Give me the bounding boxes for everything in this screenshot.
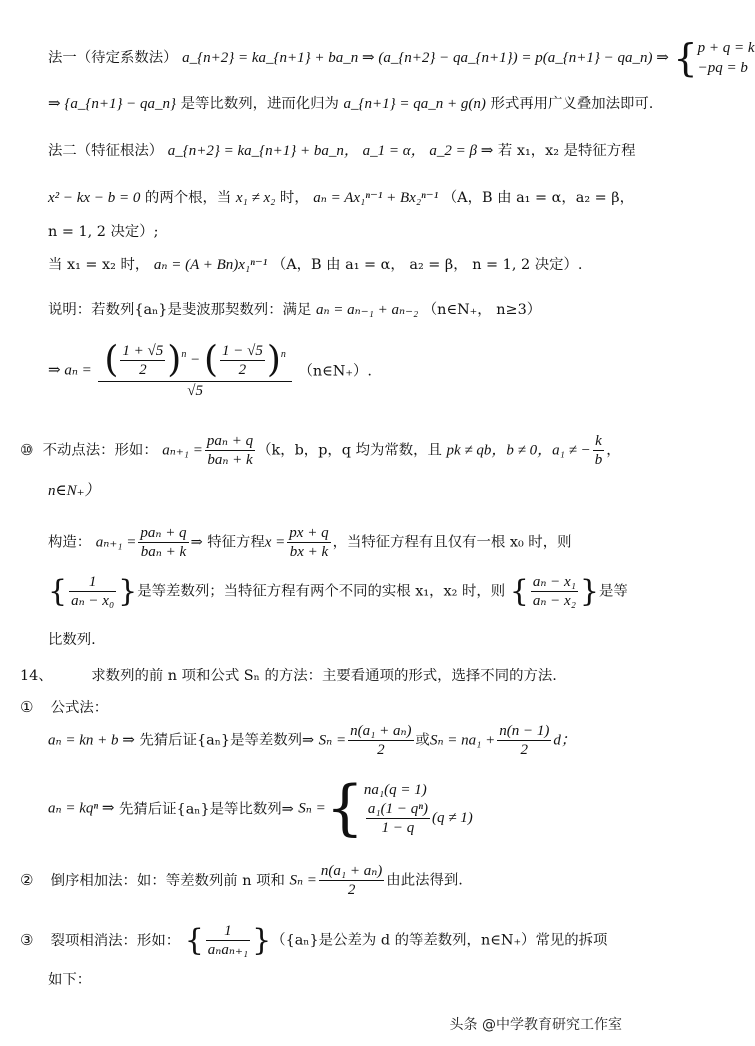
- geo-case-den: 1 − q: [381, 819, 415, 836]
- line-geo-seq: [48, 630, 688, 650]
- reverse-add-text-2: 由此法得到.: [386, 872, 463, 889]
- telescoping-text: （{aₙ}是公差为 d 的等差数列，n∈N₊）常见的拆项: [271, 932, 608, 949]
- roots-text: 的两个根，当: [144, 190, 232, 206]
- telescoping-fraction: [206, 922, 250, 959]
- binet-denominator: √5: [187, 383, 203, 399]
- geo-case-fraction: [366, 800, 430, 837]
- arith-sum-fraction: [348, 722, 413, 759]
- geo-case-q-not-1: (q ≠ 1): [431, 809, 473, 826]
- geometric-seq-formula: ⇒ {a_{n+1} − qa_n}: [48, 96, 177, 112]
- b-den: b: [594, 452, 603, 468]
- roots-distinct: x₁ ≠ x₂: [235, 190, 276, 206]
- telescoping-label: 裂项相消法：形如：: [50, 932, 181, 949]
- system-brace: {: [673, 36, 698, 80]
- cases-brace: {: [325, 773, 364, 843]
- n-natural-cond: n∈N₊）: [48, 483, 100, 499]
- system-eq-2: −pq = b: [697, 60, 748, 76]
- line-binet-formula: [48, 340, 688, 400]
- binet-term-b: 1 − √5: [221, 343, 263, 359]
- reduction-formula: a_{n+1} = qa_n + g(n): [343, 96, 486, 112]
- binet-lhs: ⇒ aₙ =: [48, 362, 92, 379]
- binet-fraction: ( $\frac{1 + √5}{2}$ )$^n$ − ( $\frac{1 - √5}{2}$ )$^n$ √5: [98, 340, 292, 400]
- fixed-point-inequality: pk ≠ qb，b ≠ 0，a₁ ≠ −: [446, 442, 591, 459]
- reverse-sum-num: n(a₁ + aₙ): [320, 863, 383, 879]
- formula-method-label: 公式法：: [50, 700, 109, 716]
- x-equals: x =: [264, 534, 286, 551]
- fixed-point-condition: （k，b，p，q 均为常数，且: [257, 442, 442, 459]
- method-two-label: 法二（特征根法）: [48, 143, 164, 159]
- geo-general-term: aₙ = kqⁿ ⇒: [48, 800, 115, 817]
- construction-den: baₙ + k: [140, 544, 187, 560]
- telescoping-num: 1: [206, 922, 250, 941]
- line-method-one: [48, 36, 755, 80]
- section-14-heading: [20, 666, 660, 686]
- line-repeated-root: [48, 255, 688, 275]
- fibonacci-recurrence: aₙ = aₙ₋₁ + aₙ₋₂: [315, 302, 419, 318]
- line-fixed-point: [20, 432, 660, 469]
- line-method-two: [48, 141, 688, 161]
- item-number-2: ②: [20, 870, 34, 889]
- line-arithmetic-sum: [48, 722, 688, 759]
- arith-general-term: aₙ = kn + b ⇒: [48, 732, 135, 749]
- binet-term-a: 1 + √5: [122, 343, 164, 359]
- line-fibonacci-note: [48, 300, 688, 320]
- item-number-10: ⑩: [20, 440, 34, 459]
- method-two-formula: a_{n+2} = ka_{n+1} + ba_n， a_1 = α， a_2 = β ⇒: [167, 143, 494, 159]
- line-n-natural: [48, 481, 688, 501]
- arith-sum-alt-fraction: [497, 722, 551, 759]
- reciprocal-num: 1: [69, 573, 116, 592]
- fixed-point-num: paₙ + q: [206, 433, 254, 449]
- method-one-formula: a_{n+2} = ka_{n+1} + ba_n ⇒ (a_{n+2} − qa_{n+1}) = p(a_{n+1} − qa_n) ⇒: [182, 50, 669, 66]
- general-term-distinct: aₙ = Ax₁ⁿ⁻¹ + Bx₂ⁿ⁻¹: [313, 190, 439, 206]
- arith-conclusion-text: 是等差数列；当特征方程有两个不同的实根 x₁，x₂ 时，则: [137, 583, 506, 600]
- geo-case-q1: na₁(q = 1): [363, 781, 427, 798]
- fibonacci-condition: （n∈N₊， n≥3）: [422, 302, 542, 318]
- binet-den-b: 2: [238, 362, 247, 378]
- arith-sum-lhs: Sₙ =: [318, 732, 347, 749]
- coefficient-note: （A，B 由 a₁ = α，a₂ = β，: [442, 190, 634, 206]
- geo-seq-text: 比数列.: [48, 632, 96, 648]
- ratio-fraction: [531, 573, 578, 610]
- reverse-sum-den: 2: [347, 882, 356, 898]
- ratio-num: aₙ − x₁: [532, 574, 576, 590]
- reverse-add-text: 倒序相加法：如：等差数列前 n 项和: [50, 872, 285, 889]
- reverse-sum-lhs: Sₙ =: [289, 872, 317, 889]
- geo-sum-cases: [364, 780, 473, 837]
- arith-sum-num: n(a₁ + aₙ): [350, 723, 412, 739]
- ratio-den: aₙ − x₂: [532, 593, 576, 609]
- binet-condition: （n∈N₊）.: [298, 363, 372, 380]
- line-arith-geo-conclusion: { $\frac{1}{\text{aₙ − x₀}}$ }是等差数列；当特征方程有两个不同的实根 x₁，x₂ 时，则 { $\frac{\text{aₙ − x₁}}{\text{aₙ − x₂}}$ }是等: [48, 574, 628, 609]
- construction-fraction: [138, 524, 188, 561]
- section-title: 求数列的前 n 项和公式 Sₙ 的方法：主要看通项的形式，选择不同的方法.: [91, 668, 557, 684]
- characteristic-equation: x² − kx − b = 0: [48, 190, 141, 206]
- construction-lhs: aₙ₊₁ =: [95, 534, 137, 551]
- line-geometric-sum: [48, 773, 688, 843]
- item-number-1: ①: [20, 698, 34, 716]
- line-telescoping: ③ 裂项相消法：形如： { $\frac{1}{\text{aₙaₙ₊₁}}$ }（{aₙ}是公差为 d 的等差数列，n∈N₊）常见的拆项: [20, 923, 608, 958]
- comma: ，: [606, 442, 621, 459]
- geometric-seq-text: 是等比数列，进而化归为: [180, 96, 339, 112]
- line-geometric-reduction: [48, 94, 688, 114]
- arith-alt-num: n(n − 1): [499, 723, 550, 739]
- fixed-point-label: 不动点法：形如：: [42, 442, 158, 459]
- fixed-point-den: baₙ + k: [207, 452, 253, 468]
- or-text: 或: [415, 732, 430, 749]
- line-characteristic-roots: [48, 188, 688, 208]
- repeated-root-text: 当 x₁ = x₂ 时，: [48, 257, 150, 273]
- repeated-root-note: （A，B 由 a₁ = α， a₂ = β， n = 1, 2 决定）.: [271, 257, 583, 273]
- characteristic-fraction: [287, 524, 330, 561]
- reciprocal-den: aₙ − x₀: [71, 593, 115, 609]
- construction-label: 构造：: [48, 534, 92, 551]
- method-two-text: 若 x₁，x₂ 是特征方程: [497, 143, 636, 159]
- characteristic-eq-label: ⇒ 特征方程: [190, 534, 265, 551]
- roots-when: 时，: [279, 190, 309, 206]
- char-den: bx + k: [289, 544, 329, 560]
- line-as-follows: [48, 970, 688, 990]
- k-over-b: [593, 432, 605, 469]
- arith-alt-den: 2: [520, 742, 529, 758]
- item-number-3: ③: [20, 930, 34, 949]
- fixed-point-lhs: aₙ₊₁ =: [162, 442, 203, 459]
- line-formula-method: [20, 697, 660, 718]
- single-root-text: ，当特征方程有且仅有一根 x₀ 时，则: [332, 534, 572, 551]
- geo-sum-lhs: Sₙ =: [298, 800, 326, 817]
- watermark: 头条 @中学教育研究工作室: [449, 1017, 622, 1033]
- geo-guess-text: 先猜后证{aₙ}是等比数列⇒: [118, 801, 294, 818]
- binet-den-a: 2: [139, 362, 147, 378]
- system-equations: [698, 38, 755, 78]
- method-one-label: 法一（待定系数法）: [48, 50, 178, 66]
- determined-text: n = 1, 2 决定）;: [48, 224, 159, 240]
- reduction-text: 形式再用广义叠加法即可.: [490, 96, 654, 112]
- geo-conclusion-text: 是等: [599, 583, 628, 600]
- system-eq-1: p + q = k: [697, 40, 755, 56]
- reciprocal-fraction: [69, 573, 116, 610]
- arith-guess-text: 先猜后证{aₙ}是等差数列⇒: [139, 732, 315, 749]
- fixed-point-fraction: [205, 432, 255, 469]
- arith-sum-den: 2: [377, 742, 385, 758]
- section-number: 14、: [20, 668, 53, 684]
- construction-num: paₙ + q: [140, 525, 187, 541]
- fibonacci-text: 说明：若数列{aₙ}是斐波那契数列：满足: [48, 302, 312, 318]
- char-num: px + q: [289, 525, 329, 541]
- reverse-sum-fraction: [319, 862, 384, 899]
- line-reverse-add: [20, 862, 660, 899]
- line-determined: [48, 222, 688, 242]
- d-term: d；: [553, 732, 576, 749]
- as-follows-text: 如下：: [48, 972, 92, 988]
- arith-sum-alt-lhs: Sₙ = na₁ +: [429, 732, 496, 749]
- line-construction: [48, 524, 688, 561]
- general-term-repeated: aₙ = (A + Bn)x₁ⁿ⁻¹: [153, 257, 268, 273]
- geo-case-num: a₁(1 − qⁿ): [367, 800, 428, 817]
- k-num: k: [593, 432, 605, 451]
- telescoping-den: aₙaₙ₊₁: [207, 942, 249, 958]
